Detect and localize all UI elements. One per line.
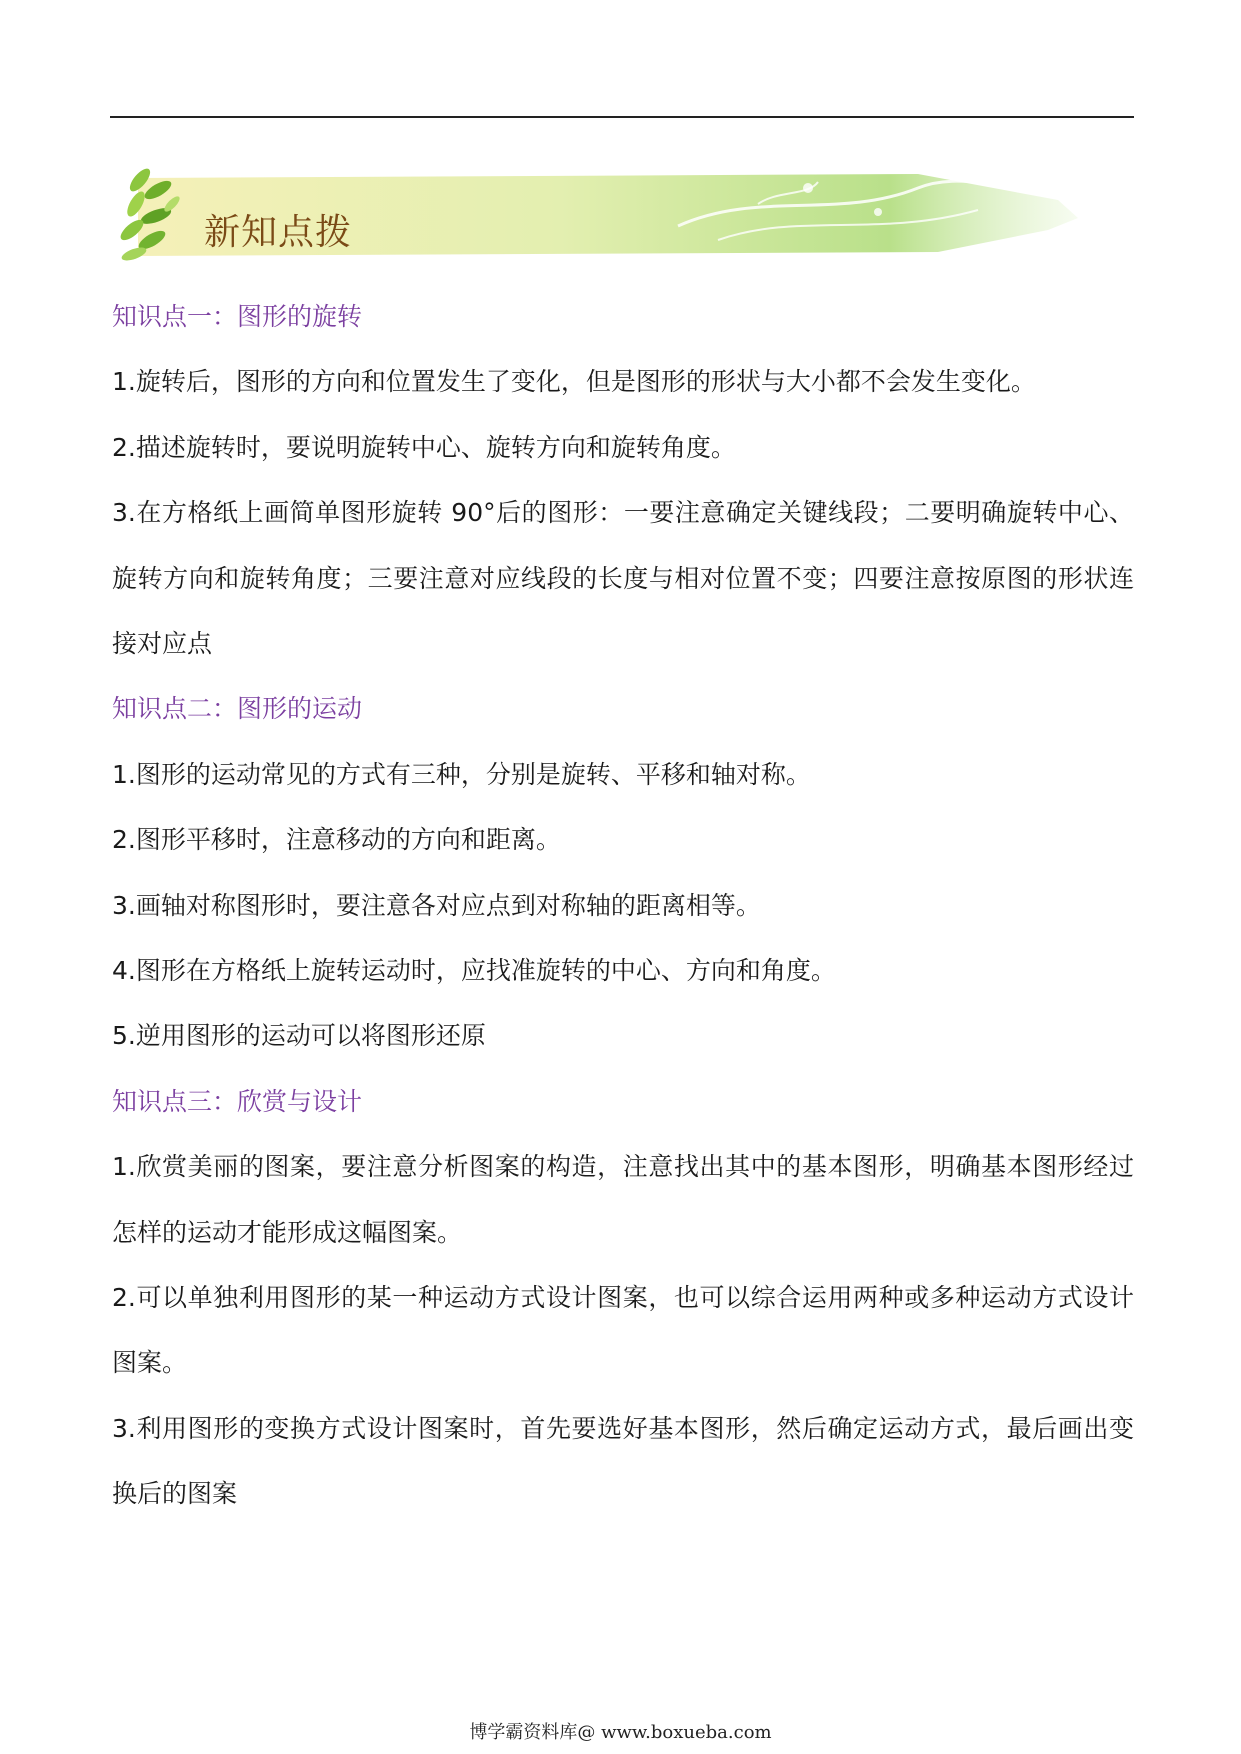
list-item: 2.描述旋转时，要说明旋转中心、旋转方向和旋转角度。 — [112, 432, 736, 462]
top-rule — [110, 116, 1134, 118]
list-item: 3.画轴对称图形时，要注意各对应点到对称轴的距离相等。 — [112, 890, 761, 920]
section-heading: 知识点二：图形的运动 — [112, 694, 363, 724]
list-item: 1.图形的运动常见的方式有三种，分别是旋转、平移和轴对称。 — [112, 759, 811, 789]
document-body — [112, 284, 1134, 1527]
list-item: 3.利用图形的变换方式设计图案时，首先要选好基本图形，然后确定运动方式，最后画出变换后的图案 — [112, 1413, 1134, 1509]
footer-watermark: 博学霸资料库@ www.boxueba.com — [469, 1722, 772, 1743]
list-item: 5.逆用图形的运动可以将图形还原 — [112, 1021, 486, 1051]
list-item: 4.图形在方格纸上旋转运动时，应找准旋转的中心、方向和角度。 — [112, 955, 836, 985]
section-banner — [118, 160, 1078, 278]
banner-title: 新知点拨 — [204, 212, 353, 253]
list-item: 1.旋转后，图形的方向和位置发生了变化，但是图形的形状与大小都不会发生变化。 — [112, 367, 1036, 397]
section-heading: 知识点一：图形的旋转 — [112, 302, 363, 331]
list-item: 3.在方格纸上画简单图形旋转 90°后的图形：一要注意确定关键线段；二要明确旋转中心、旋转方向和旋转角度；三要注意对应线段的长度与相对位置不变；四要注意按原图的形状连接对应点 — [112, 498, 1134, 658]
list-item: 1.欣赏美丽的图案，要注意分析图案的构造，注意找出其中的基本图形，明确基本图形经过怎样的运动才能形成这幅图案。 — [112, 1152, 1134, 1247]
section-heading: 知识点三：欣赏与设计 — [112, 1086, 363, 1116]
list-item: 2.图形平移时，注意移动的方向和距离。 — [112, 825, 561, 855]
list-item: 2.可以单独利用图形的某一种运动方式设计图案，也可以综合运用两种或多种运动方式设计图案。 — [112, 1282, 1134, 1378]
